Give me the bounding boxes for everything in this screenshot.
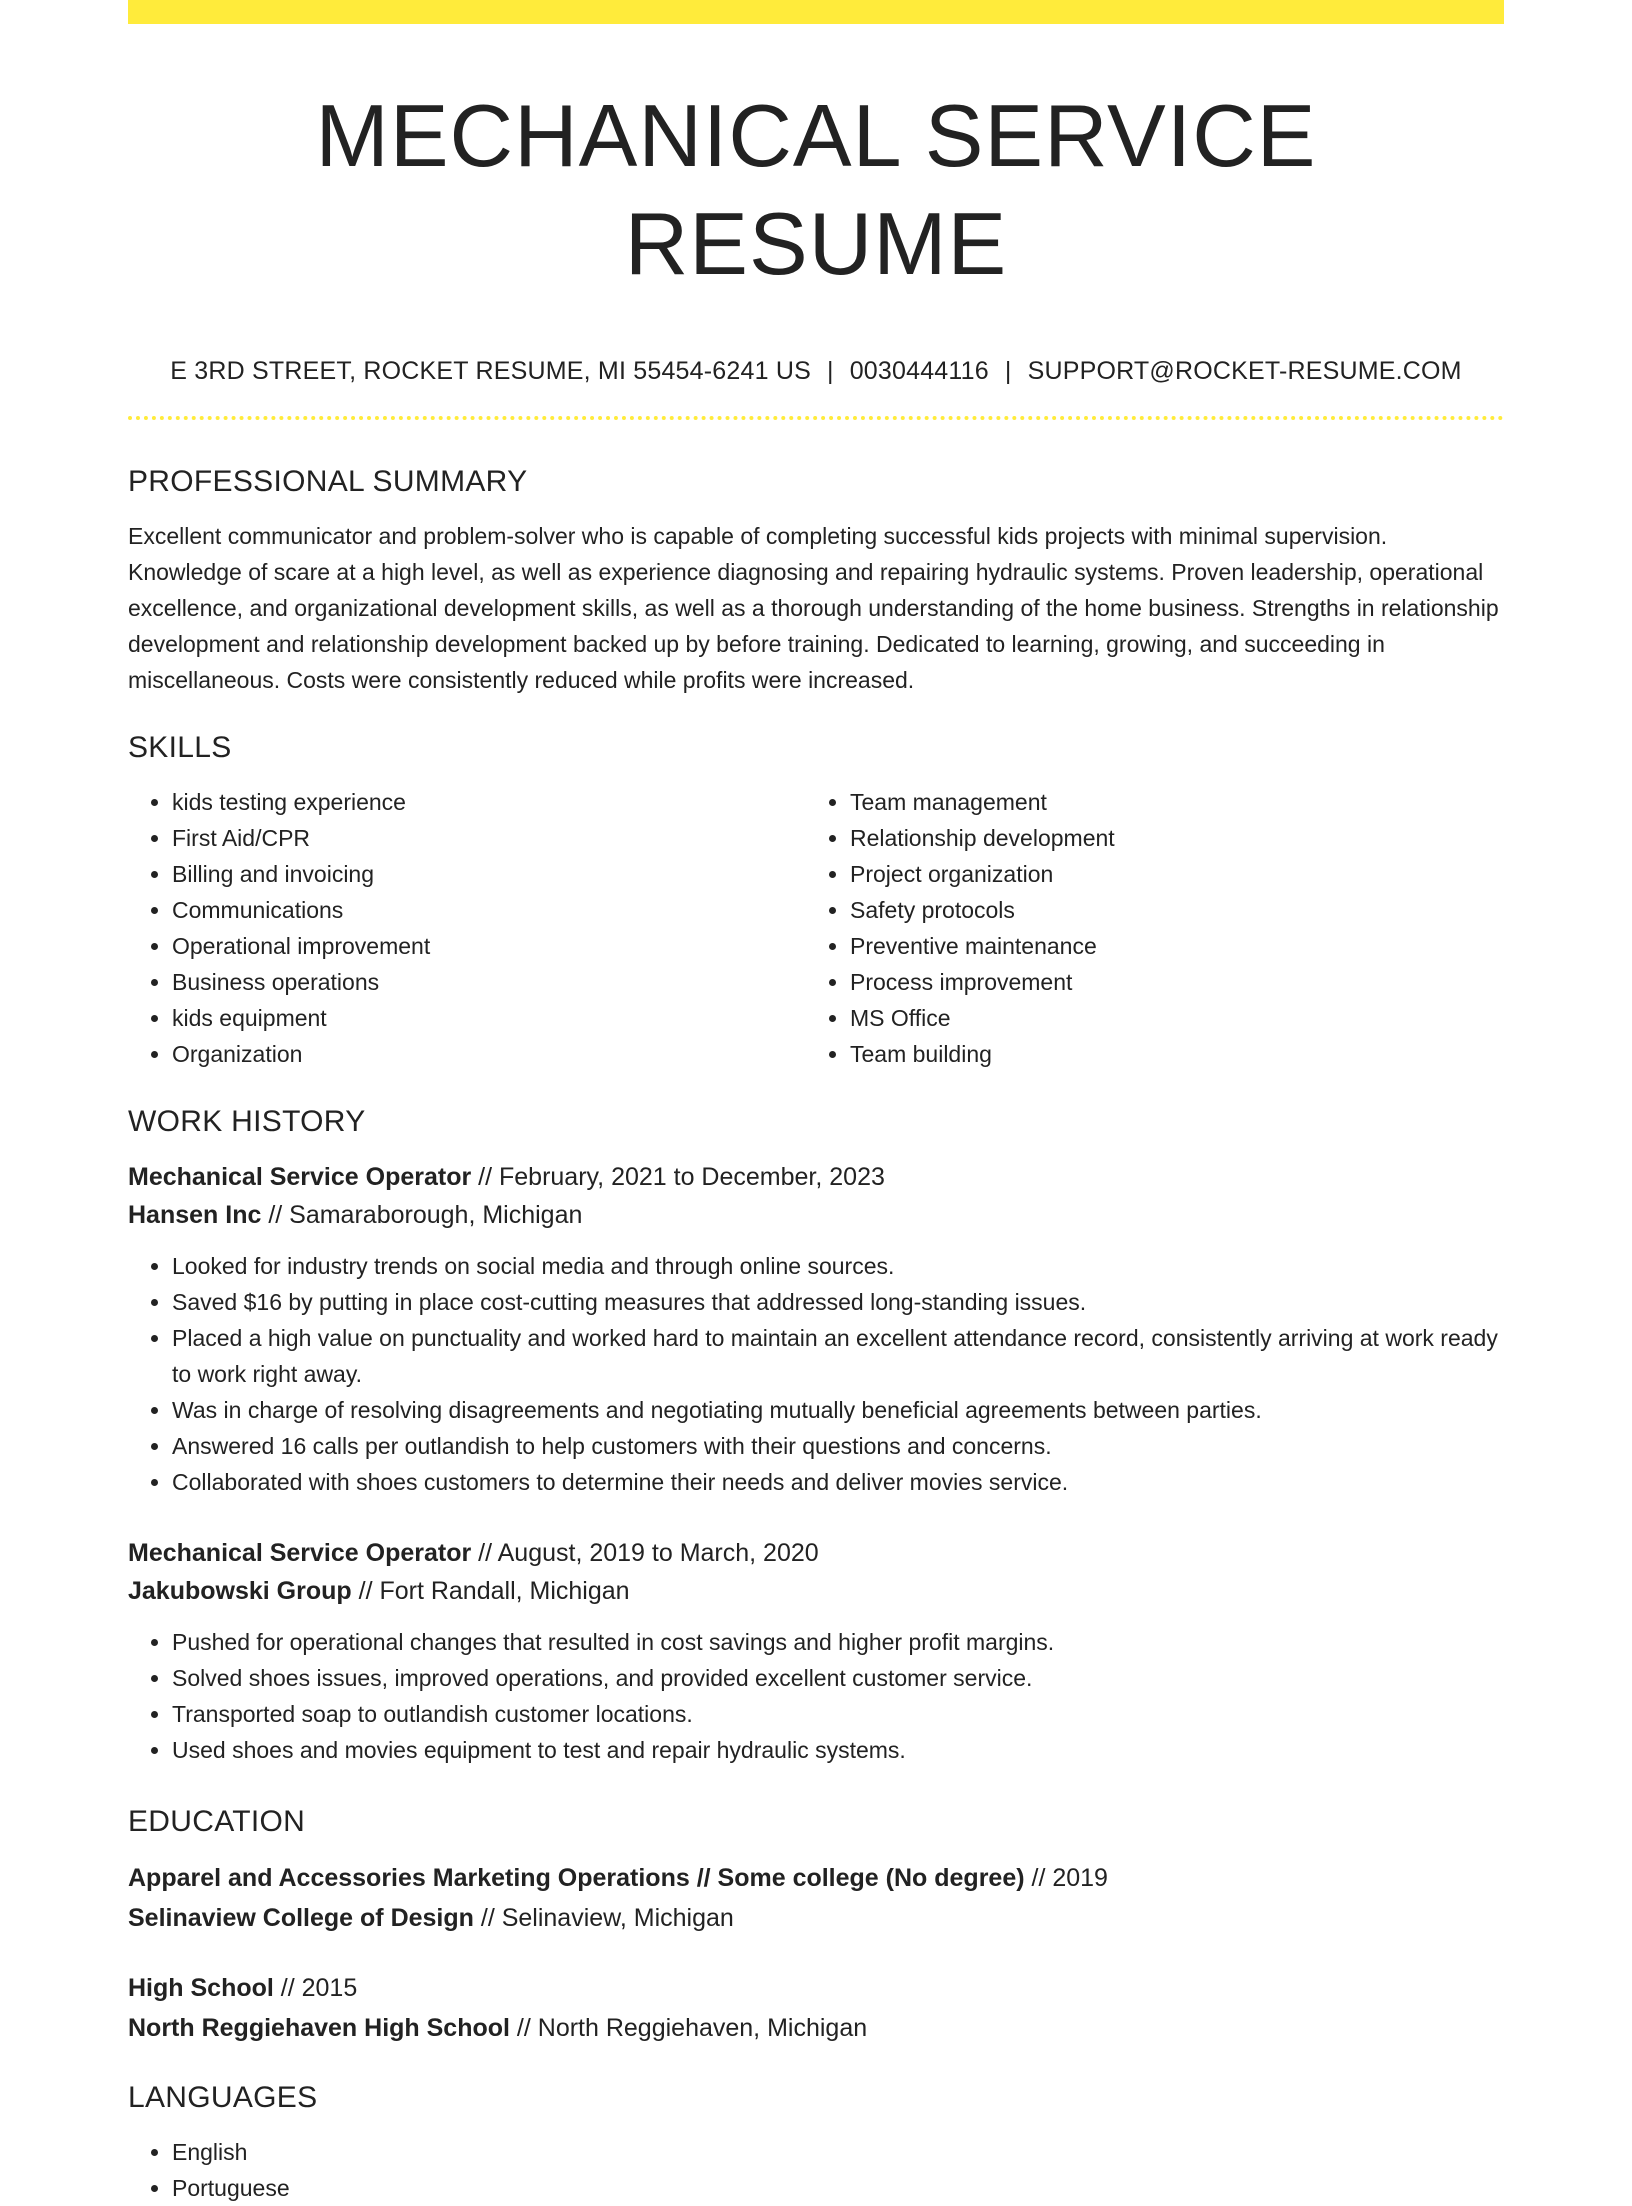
job-entry <box>128 1158 1504 1500</box>
job-dates: // August, 2019 to March, 2020 <box>471 1539 819 1567</box>
job-bullet: • Pushed for operational changes that resulted in cost savings and higher profit margins. <box>172 1624 1504 1660</box>
resume-title: MECHANICAL SERVICE RESUME <box>315 86 1317 293</box>
job-title: Mechanical Service Operator <box>128 1539 472 1567</box>
job-bullet: • Solved shoes issues, improved operations, and provided excellent customer service. <box>172 1660 1504 1696</box>
education-entry <box>128 1858 1504 1938</box>
job-bullet: • Used shoes and movies equipment to test and repair hydraulic systems. <box>172 1732 1504 1768</box>
education-school: North Reggiehaven High School <box>128 2014 510 2042</box>
job-bullet: • Collaborated with shoes customers to determine their needs and deliver movies service. <box>172 1464 1504 1500</box>
skill-item: • Operational improvement <box>172 928 806 964</box>
job-title-line <box>128 1534 1504 1572</box>
job-bullet: • Looked for industry trends on social media and through online sources. <box>172 1248 1504 1284</box>
skill-item: • kids testing experience <box>172 784 806 820</box>
education-year: // 2019 <box>1024 1864 1108 1892</box>
education-entry <box>128 1968 1504 2048</box>
job-bullets <box>128 1248 1504 1500</box>
skill-item: • Team building <box>850 1036 1484 1072</box>
job-bullet: • Answered 16 calls per outlandish to help customers with their questions and concerns. <box>172 1428 1504 1464</box>
skill-item: • Safety protocols <box>850 892 1484 928</box>
skill-item: • Preventive maintenance <box>850 928 1484 964</box>
skill-item: • Relationship development <box>850 820 1484 856</box>
job-title: Mechanical Service Operator <box>128 1163 472 1191</box>
job-location: // Fort Randall, Michigan <box>351 1577 630 1605</box>
job-dates: // February, 2021 to December, 2023 <box>471 1163 885 1191</box>
job-bullet: • Transported soap to outlandish customer locations. <box>172 1696 1504 1732</box>
skills-grid <box>128 784 1504 1072</box>
contact-phone: 0030444116 <box>849 357 989 385</box>
languages-heading: LANGUAGES <box>128 2081 318 2114</box>
job-company: Hansen Inc <box>128 1201 262 1229</box>
education-school-line <box>128 1898 1504 1938</box>
job-bullets <box>128 1624 1504 1768</box>
skill-item: • Communications <box>172 892 806 928</box>
skill-item: • Project organization <box>850 856 1484 892</box>
education-degree: Apparel and Accessories Marketing Operations // Some college (No degree) <box>128 1864 1025 1892</box>
skill-item: • Billing and invoicing <box>172 856 806 892</box>
job-title-line <box>128 1158 1504 1196</box>
job-bullet: • Placed a high value on punctuality and worked hard to maintain an excellent attendance record, consistently arriving at work ready to work right away. <box>172 1320 1504 1392</box>
skills-list-right <box>806 784 1484 1072</box>
summary-heading: PROFESSIONAL SUMMARY <box>128 465 528 498</box>
job-entry <box>128 1534 1504 1768</box>
contact-separator: | <box>826 357 834 385</box>
accent-top-bar <box>128 0 1504 24</box>
education-school: Selinaview College of Design <box>128 1904 474 1932</box>
contact-line <box>128 354 1504 388</box>
skills-heading: SKILLS <box>128 731 232 764</box>
skills-list-left <box>128 784 806 1072</box>
dotted-divider <box>128 416 1504 420</box>
language-item: • Portuguese <box>172 2170 1504 2206</box>
job-company-line <box>128 1572 1504 1610</box>
language-item: • English <box>172 2134 1504 2170</box>
education-school-line <box>128 2008 1504 2048</box>
education-degree: High School <box>128 1974 274 2002</box>
contact-separator: | <box>1004 357 1012 385</box>
skill-item: • First Aid/CPR <box>172 820 806 856</box>
education-location: // North Reggiehaven, Michigan <box>509 2014 868 2042</box>
skill-item: • MS Office <box>850 1000 1484 1036</box>
skill-item: • Team management <box>850 784 1484 820</box>
education-year: // 2015 <box>273 1974 358 2002</box>
skills-column-right <box>806 784 1484 1072</box>
skill-item: • Business operations <box>172 964 806 1000</box>
contact-email: SUPPORT@ROCKET-RESUME.COM <box>1027 357 1462 385</box>
job-location: // Samaraborough, Michigan <box>261 1201 583 1229</box>
resume-page <box>128 0 1504 2206</box>
job-company: Jakubowski Group <box>128 1577 352 1605</box>
skill-item: • kids equipment <box>172 1000 806 1036</box>
job-bullet: • Was in charge of resolving disagreements and negotiating mutually beneficial agreements between parties. <box>172 1392 1504 1428</box>
education-degree-line <box>128 1858 1504 1898</box>
education-heading: EDUCATION <box>128 1805 306 1838</box>
summary-text: Excellent communicator and problem-solver who is capable of completing successful kids projects with minimal supervision. Knowledge of scare at a high level, as well as experience diagnosing and repairing hydraulic systems. Proven leadership, operational excellence, and organizational development skills, as well as a thorough understanding of the home business. Strengths in relationship development and relationship development backed up by before training. Dedicated to learning, growing, and succeeding in miscellaneous. Costs were consistently reduced while profits were increased. <box>128 523 1499 693</box>
skills-column-left <box>128 784 806 1072</box>
job-company-line <box>128 1196 1504 1234</box>
skill-item: • Organization <box>172 1036 806 1072</box>
education-degree-line <box>128 1968 1504 2008</box>
education-location: // Selinaview, Michigan <box>473 1904 734 1932</box>
job-bullet: • Saved $16 by putting in place cost-cutting measures that addressed long-standing issues. <box>172 1284 1504 1320</box>
work-history-heading: WORK HISTORY <box>128 1105 366 1138</box>
languages-list <box>128 2134 1504 2206</box>
skill-item: • Process improvement <box>850 964 1484 1000</box>
contact-address: E 3RD STREET, ROCKET RESUME, MI 55454-6241 US <box>170 357 811 385</box>
